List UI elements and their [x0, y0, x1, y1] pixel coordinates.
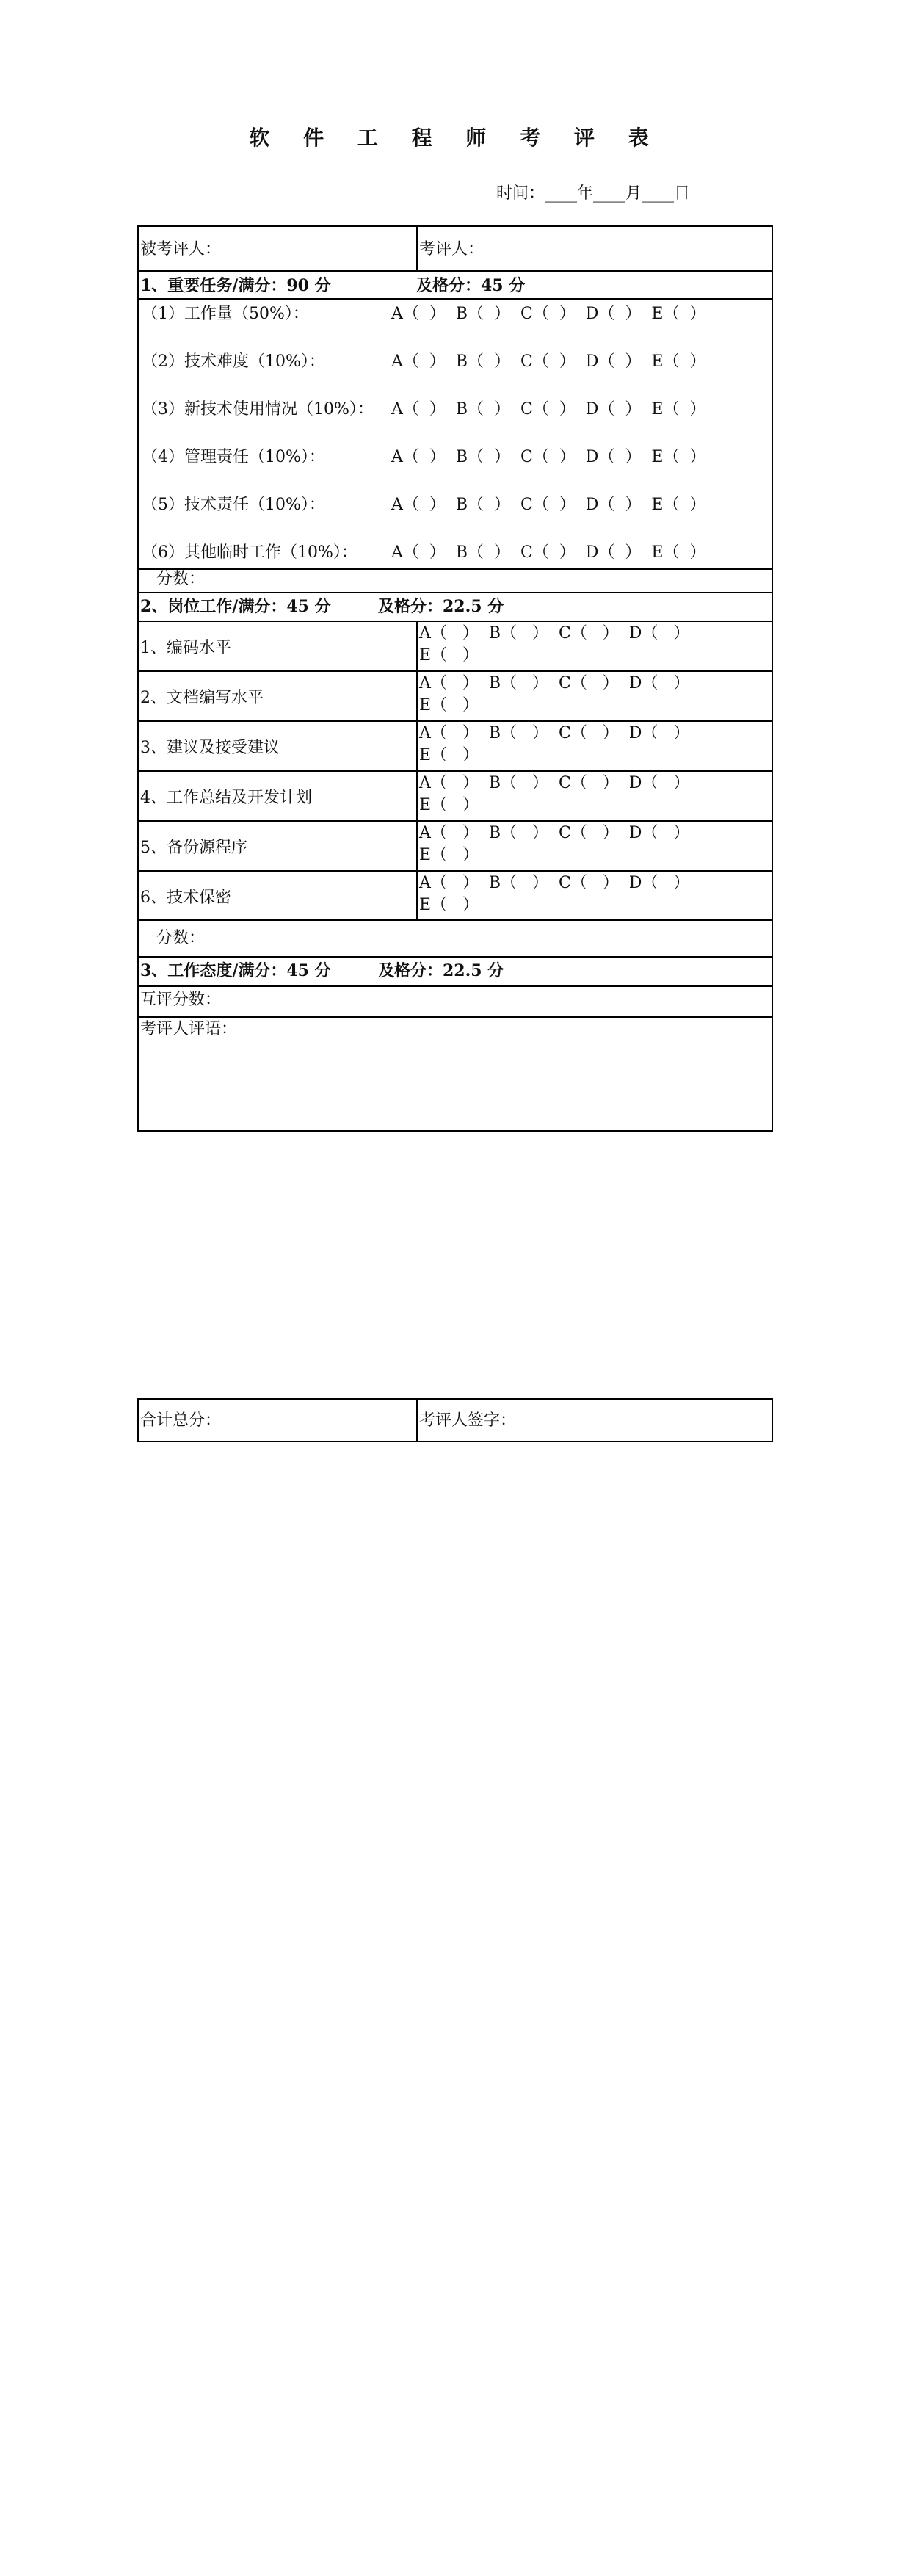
section1-item: （4）管理责任（10%）：: [142, 448, 325, 466]
date-line: 时间：____年____月____日: [496, 184, 691, 203]
row-divider: [139, 919, 772, 921]
section1-item: （6）其他临时工作（10%）：: [142, 543, 357, 562]
section2-options: A（ ） B（ ） C（ ） D（ ）: [419, 674, 690, 692]
comment-label: 考评人评语：: [140, 1020, 238, 1038]
section2-item: 5、备份源程序: [140, 839, 247, 857]
section1-options: A（ ） B（ ） C（ ） D（ ） E（ ）: [391, 543, 706, 562]
section3-pass: 及格分：22.5 分: [378, 961, 504, 980]
section2-options: E（ ）: [419, 796, 479, 814]
peer-score-label: 互评分数：: [140, 991, 222, 1009]
section2-options: A（ ） B（ ） C（ ） D（ ）: [419, 624, 690, 643]
row-divider: [139, 956, 772, 958]
examinee-label: 被考评人：: [140, 240, 222, 258]
section3-heading: 3、工作态度/满分：45 分: [140, 961, 331, 980]
section1-options: A（ ） B（ ） C（ ） D（ ） E（ ）: [391, 400, 706, 419]
section2-item: 6、技术保密: [140, 889, 231, 907]
section2-options: A（ ） B（ ） C（ ） D（ ）: [419, 774, 690, 792]
section2-options: A（ ） B（ ） C（ ） D（ ）: [419, 724, 690, 742]
evaluation-form: [137, 225, 773, 1132]
row-divider: [139, 592, 772, 593]
examiner-label: 考评人：: [419, 240, 484, 258]
section1-item: （3）新技术使用情况（10%）：: [142, 400, 374, 419]
section1-options: A（ ） B（ ） C（ ） D（ ） E（ ）: [391, 352, 706, 371]
footer-divider: [416, 1400, 418, 1441]
row-divider: [139, 270, 772, 272]
section1-options: A（ ） B（ ） C（ ） D（ ） E（ ）: [391, 496, 706, 514]
section1-item: （5）技术责任（10%）：: [142, 496, 325, 514]
section2-options: E（ ）: [419, 896, 479, 914]
row-divider: [139, 1016, 772, 1018]
section2-options: E（ ）: [419, 646, 479, 665]
section2-options: E（ ）: [419, 746, 479, 764]
section2-item: 3、建议及接受建议: [140, 739, 280, 757]
section2-score-label: 分数：: [156, 929, 206, 947]
row-divider: [139, 985, 772, 987]
section1-options: A（ ） B（ ） C（ ） D（ ） E（ ）: [391, 305, 706, 323]
section2-item: 4、工作总结及开发计划: [140, 789, 312, 807]
footer-table: [137, 1398, 773, 1442]
row-divider: [139, 298, 772, 300]
section2-options: A（ ） B（ ） C（ ） D（ ）: [419, 874, 690, 892]
section1-item: （2）技术难度（10%）：: [142, 352, 325, 371]
section2-options: E（ ）: [419, 846, 479, 864]
section1-pass: 及格分：45 分: [416, 276, 526, 295]
section1-item: （1）工作量（50%）：: [142, 305, 309, 323]
form-title: 软 件 工 程 师 考 评 表: [249, 126, 662, 150]
section2-item: 2、文档编写水平: [140, 689, 264, 707]
section2-options: E（ ）: [419, 696, 479, 714]
total-score-label: 合计总分：: [140, 1411, 222, 1430]
section1-heading: 1、重要任务/满分：90 分: [140, 276, 331, 295]
signature-label: 考评人签字：: [419, 1411, 517, 1430]
section1-score-label: 分数：: [156, 570, 206, 588]
section2-options: A（ ） B（ ） C（ ） D（ ）: [419, 824, 690, 842]
section1-options: A（ ） B（ ） C（ ） D（ ） E（ ）: [391, 448, 706, 466]
section2-pass: 及格分：22.5 分: [378, 597, 504, 616]
section2-heading: 2、岗位工作/满分：45 分: [140, 597, 331, 616]
header-divider: [416, 227, 418, 270]
row-divider: [139, 568, 772, 570]
section2-item: 1、编码水平: [140, 639, 231, 657]
